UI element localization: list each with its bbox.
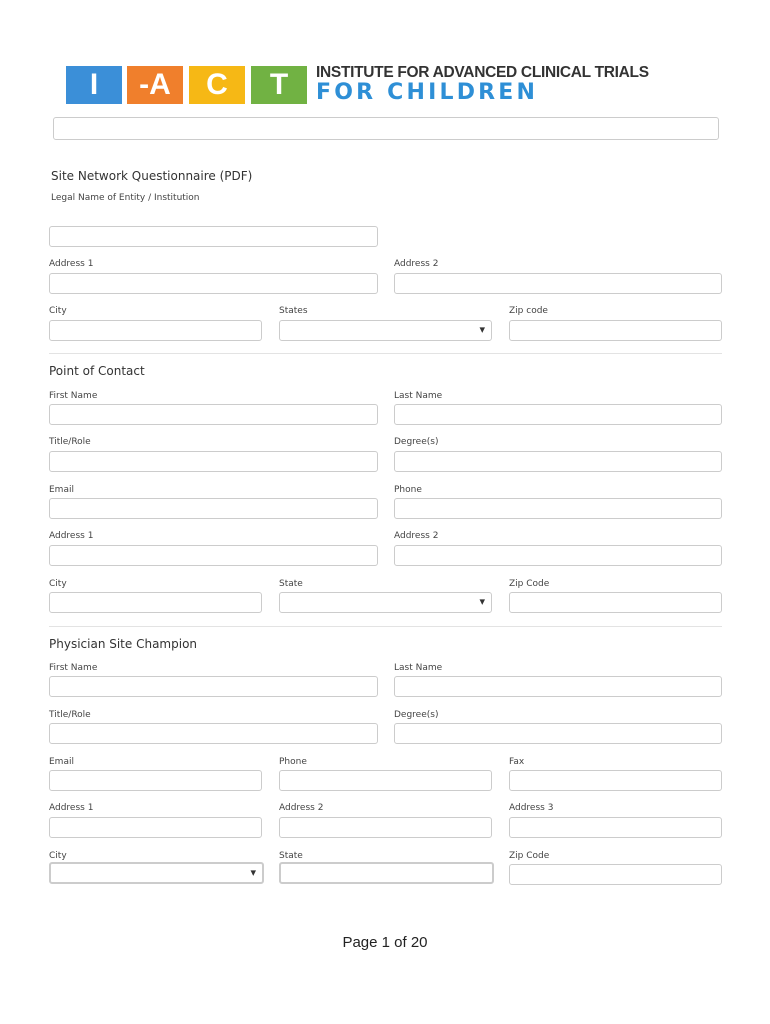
poc-phone-label: Phone	[394, 485, 422, 495]
physician-city-label: City	[49, 851, 67, 861]
logo-letter-c: C	[206, 68, 228, 101]
physician-degrees-input[interactable]	[394, 723, 722, 744]
site-address1-label: Address 1	[49, 259, 94, 269]
section-divider	[49, 626, 722, 627]
physician-fax-input[interactable]	[509, 770, 722, 791]
poc-city-input[interactable]	[49, 592, 262, 613]
physician-title-role-label: Title/Role	[49, 710, 91, 720]
physician-last-name-label: Last Name	[394, 663, 443, 673]
logo-institute-text: INSTITUTE FOR ADVANCED CLINICAL TRIALS	[316, 64, 649, 81]
poc-address2-label: Address 2	[394, 531, 439, 541]
site-city-label: City	[49, 306, 67, 316]
logo-box-t	[251, 66, 307, 104]
physician-email-label: Email	[49, 757, 74, 767]
logo-box-c	[189, 66, 245, 104]
physician-title-role-input[interactable]	[49, 723, 378, 744]
poc-last-name-label: Last Name	[394, 391, 443, 401]
site-states-select[interactable]	[279, 320, 492, 341]
physician-email-input[interactable]	[49, 770, 262, 791]
physician-phone-input[interactable]	[279, 770, 492, 791]
physician-section-title: Physician Site Champion	[49, 637, 198, 651]
form-title: Site Network Questionnaire (PDF)	[51, 169, 253, 183]
poc-address2-input[interactable]	[394, 545, 722, 566]
physician-zip-input[interactable]	[509, 864, 722, 885]
physician-phone-label: Phone	[279, 757, 307, 767]
poc-state-select[interactable]	[279, 592, 492, 613]
poc-phone-input[interactable]	[394, 498, 722, 519]
poc-first-name-label: First Name	[49, 391, 98, 401]
site-address2-label: Address 2	[394, 259, 439, 269]
physician-address2-input[interactable]	[279, 817, 492, 838]
entity-name-input[interactable]	[49, 226, 378, 247]
poc-last-name-input[interactable]	[394, 404, 722, 425]
logo-box-a	[127, 66, 183, 104]
poc-address1-label: Address 1	[49, 531, 94, 541]
physician-first-name-input[interactable]	[49, 676, 378, 697]
logo-letter-t: T	[269, 68, 289, 101]
site-address1-input[interactable]	[49, 273, 378, 294]
site-city-input[interactable]	[49, 320, 262, 341]
site-zip-input[interactable]	[509, 320, 722, 341]
poc-title-role-input[interactable]	[49, 451, 378, 472]
poc-city-label: City	[49, 579, 67, 589]
physician-first-name-label: First Name	[49, 663, 98, 673]
poc-zip-input[interactable]	[509, 592, 722, 613]
site-address2-input[interactable]	[394, 273, 722, 294]
physician-degrees-label: Degree(s)	[394, 710, 439, 720]
physician-address3-input[interactable]	[509, 817, 722, 838]
poc-state-label: State	[279, 579, 303, 589]
section-divider	[49, 353, 722, 354]
poc-zip-label: Zip Code	[509, 579, 550, 589]
physician-address3-label: Address 3	[509, 803, 554, 813]
physician-address2-label: Address 2	[279, 803, 324, 813]
physician-address1-input[interactable]	[49, 817, 262, 838]
logo-box-i	[66, 66, 122, 104]
poc-email-input[interactable]	[49, 498, 378, 519]
poc-address1-input[interactable]	[49, 545, 378, 566]
page-indicator: Page 1 of 20	[342, 934, 428, 951]
physician-address1-label: Address 1	[49, 803, 94, 813]
poc-degrees-input[interactable]	[394, 451, 722, 472]
physician-last-name-input[interactable]	[394, 676, 722, 697]
site-states-label: States	[279, 306, 308, 316]
logo-letter-a: -A	[139, 68, 171, 101]
logo-for-children-text: FOR CHILDREN	[316, 80, 539, 105]
poc-email-label: Email	[49, 485, 74, 495]
physician-state-input[interactable]	[279, 862, 494, 884]
poc-section-title: Point of Contact	[49, 364, 145, 378]
poc-degrees-label: Degree(s)	[394, 437, 439, 447]
physician-zip-label: Zip Code	[509, 851, 550, 861]
poc-title-role-label: Title/Role	[49, 437, 91, 447]
entity-label: Legal Name of Entity / Institution	[51, 193, 200, 203]
site-zip-label: Zip code	[509, 306, 548, 316]
physician-state-label: State	[279, 851, 303, 861]
physician-fax-label: Fax	[509, 757, 525, 767]
physician-city-select[interactable]	[49, 862, 264, 884]
header-field[interactable]	[53, 117, 719, 140]
poc-first-name-input[interactable]	[49, 404, 378, 425]
logo-letter-i: I	[89, 68, 99, 101]
